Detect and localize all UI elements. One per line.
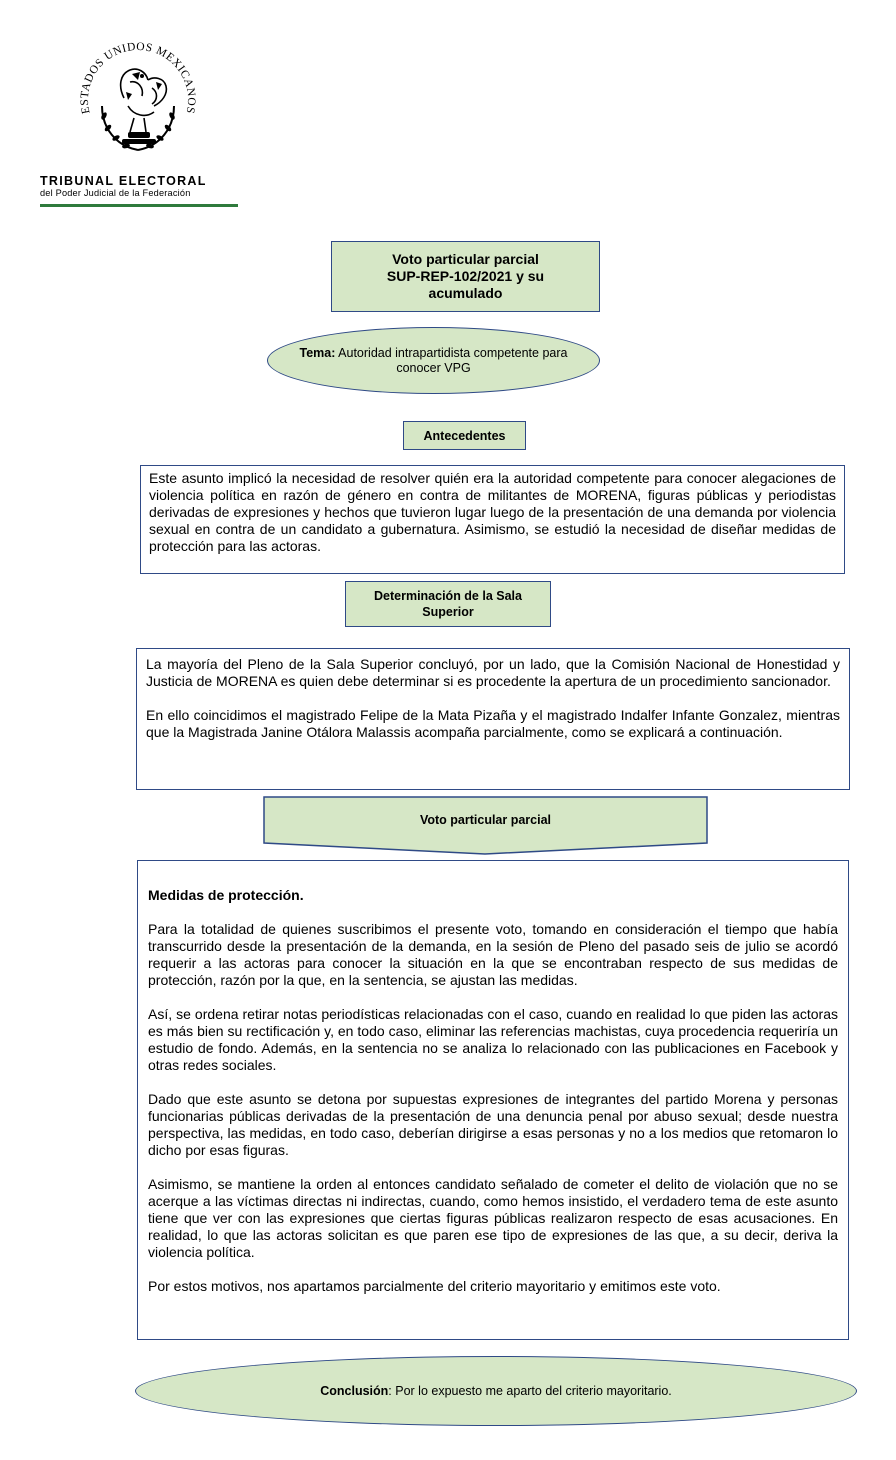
medidas-paragraph-5: Por estos motivos, nos apartamos parcialmente del criterio mayoritario y emitimos este voto. — [148, 1278, 721, 1294]
conclusion-content — [320, 1384, 672, 1398]
conclusion-ellipse — [135, 1356, 857, 1426]
institution-name: TRIBUNAL ELECTORAL — [40, 174, 207, 188]
antecedentes-text-box — [140, 465, 845, 574]
antecedentes-text: Este asunto implicó la necesidad de resolver quién era la autoridad competente para conocer alegaciones de violencia política en razón de género en contra de militantes de MORENA, figuras públicas y periodistas derivadas de expresiones y hechos que tuvieron lugar luego de la presentación de una demanda por violencia sexual en contra de un candidato a gubernatura. Asimismo, se estudió la necesidad de diseñar medidas de protección para las actoras. — [149, 470, 836, 554]
conclusion-label: Conclusión — [320, 1384, 389, 1398]
title-line-1: Voto particular parcial — [392, 251, 539, 267]
tema-text: Autoridad intrapartidista competente para conocer VPG — [335, 345, 568, 375]
medidas-paragraph-3: Dado que este asunto se detona por supuestas expresiones de integrantes del partido Morena y personas funcionarias públicas derivadas de la presentación de una denuncia penal por abuso sexual; desde nuestra perspectiva, las medidas, en todo caso, deberían dirigirse a esas personas y no a los medios que retomaron lo dicho por esas figuras. — [148, 1091, 838, 1158]
determinacion-paragraph-1: La mayoría del Pleno de la Sala Superior concluyó, por un lado, que la Comisión Nacional de Honestidad y Justicia de MORENA es quien debe determinar si es procedente la apertura de un procedimiento sancionador. — [146, 656, 840, 689]
mexican-coat-of-arms-seal — [68, 36, 208, 176]
header-divider — [40, 204, 238, 207]
cactus-icon — [122, 132, 156, 144]
medidas-paragraph-2: Así, se ordena retirar notas periodísticas relacionadas con el caso, cuando en realidad lo que piden las actoras es más bien su rectificación y, en todo caso, eliminar las referencias machistas, cuya procedencia requeriría un estudio de fondo. Además, en la sentencia no se analiza lo relacionado con las publicaciones en Facebook y otras redes sociales. — [148, 1006, 838, 1073]
title-line-2: SUP-REP-102/2021 y su — [386, 268, 545, 284]
conclusion-text: : Por lo expuesto me aparto del criterio mayoritario. — [388, 1384, 672, 1398]
determinacion-label-line-1: Determinación de la Sala — [374, 589, 522, 603]
medidas-paragraph-1: Para la totalidad de quienes suscribimos el presente voto, tomando en consideración el tiempo que había transcurrido desde la presentación de la demanda, en la sesión de Pleno del pasado seis de julio se acordó requerir a las actoras para conocer la situación en la que se encontraban respecto de sus medidas de protección, razón por la que, en la sentencia, se ajustan las medidas. — [148, 921, 838, 988]
eagle-icon — [121, 69, 167, 132]
medidas-paragraph-4: Asimismo, se mantiene la orden al entonces candidato señalado de cometer el delito de violación que no se acerque a las víctimas directas ni indirectas, cuando, como hemos insistido, el verdadero tema de este asunto tiene que ver con las expresiones que ciertas figuras públicas realizaron respecto de esas acusaciones. En realidad, lo que las actoras solicitan es que paren ese tipo de expresiones de las que, a su decir, deriva la violencia política. — [148, 1176, 838, 1260]
seal-text: ESTADOS UNIDOS MEXICANOS — [78, 40, 198, 115]
antecedentes-label: Antecedentes — [423, 428, 506, 443]
antecedentes-label-box — [403, 421, 526, 450]
tema-ellipse — [267, 327, 600, 394]
tema-label: Tema: — [299, 345, 336, 360]
determinacion-label-line-2: Superior — [422, 605, 474, 619]
institution-subtitle: del Poder Judicial de la Federación — [40, 188, 191, 198]
determinacion-paragraph-2: En ello coincidimos el magistrado Felipe de la Mata Pizaña y el magistrado Indalfer Infante Gonzalez, mientras que la Magistrada Janine Otálora Malassis acompaña parcialmente, como se explicará a continuación. — [146, 707, 840, 740]
tema-content — [298, 346, 569, 376]
voto-label-wrapper — [263, 796, 708, 844]
title-box — [331, 241, 600, 312]
voto-label: Voto particular parcial — [419, 813, 552, 827]
title-line-3: acumulado — [428, 285, 503, 301]
medidas-text-box — [137, 860, 849, 1340]
determinacion-text-box — [136, 648, 850, 790]
medidas-heading: Medidas de protección. — [148, 887, 304, 903]
determinacion-label-box — [345, 581, 551, 627]
